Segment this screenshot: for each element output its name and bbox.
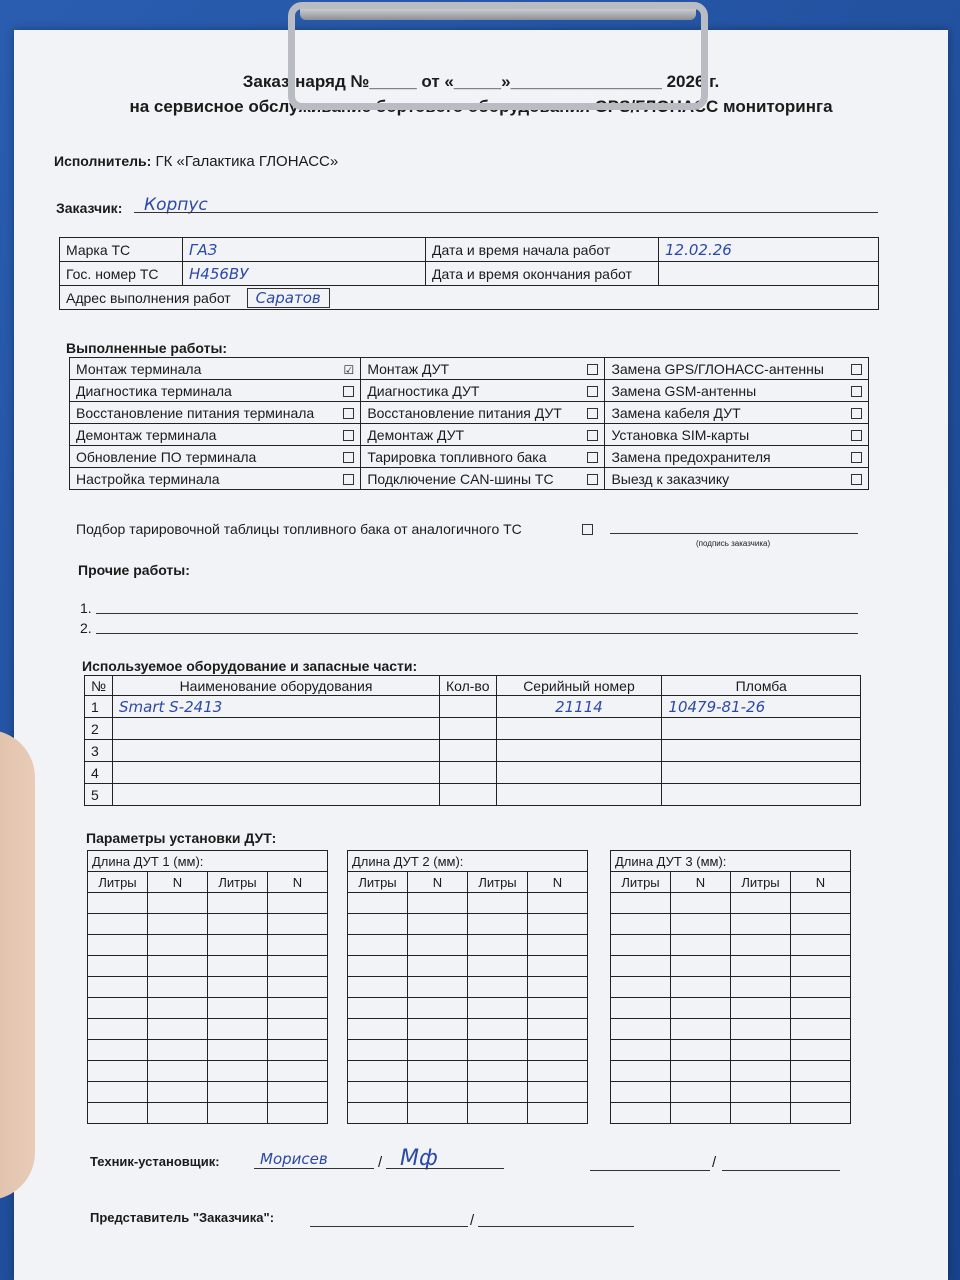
work-label: Тарировка топливного бака — [361, 446, 585, 468]
equipment-cell[interactable]: 21114 — [496, 696, 662, 718]
other-works-title: Прочие работы: — [78, 562, 190, 578]
dut-cell[interactable] — [148, 893, 208, 914]
dut-col-header: N — [408, 872, 468, 893]
dut-cell[interactable] — [208, 1061, 268, 1082]
dut-cell[interactable] — [268, 977, 328, 998]
dut-cell[interactable] — [468, 977, 528, 998]
dut-cell[interactable] — [348, 956, 408, 977]
work-checkbox-cell — [340, 358, 361, 380]
dut-cell[interactable] — [268, 914, 328, 935]
dut-col-header: N — [268, 872, 328, 893]
dut-cell[interactable] — [408, 956, 468, 977]
dut-cell[interactable] — [408, 977, 468, 998]
technician-sign-line — [386, 1168, 504, 1169]
dut-cell[interactable] — [611, 1103, 671, 1124]
dut-cell[interactable] — [791, 893, 851, 914]
dut-cell[interactable] — [348, 1040, 408, 1061]
dut-cell[interactable] — [468, 1019, 528, 1040]
work-label: Диагностика ДУТ — [361, 380, 585, 402]
start-value: 12.02.26 — [659, 238, 879, 262]
work-checkbox-cell — [848, 468, 869, 490]
dut-cell[interactable] — [528, 935, 588, 956]
dut-cell[interactable] — [408, 1082, 468, 1103]
technician-name-line — [254, 1168, 374, 1169]
dut-cell[interactable] — [611, 998, 671, 1019]
dut-cell[interactable] — [791, 1019, 851, 1040]
dut-cell[interactable] — [268, 998, 328, 1019]
dut-cell[interactable] — [611, 977, 671, 998]
work-label: Монтаж ДУТ — [361, 358, 585, 380]
title-line-2: на сервисное обслуживание бортового оборудования GPS/ГЛОНАСС мониторинга — [129, 97, 833, 116]
address-label: Адрес выполнения работ — [66, 289, 231, 306]
equipment-cell[interactable] — [113, 762, 440, 784]
dut-table-3 — [610, 850, 851, 1124]
executor-label: Исполнитель: — [54, 153, 152, 169]
work-label: Подключение CAN-шины ТС — [361, 468, 585, 490]
work-checkbox[interactable] — [851, 474, 862, 485]
dut-cell[interactable] — [208, 914, 268, 935]
equipment-cell[interactable] — [113, 740, 440, 762]
address-cell — [60, 286, 879, 310]
dut-cell[interactable] — [731, 998, 791, 1019]
dut-cell[interactable] — [731, 977, 791, 998]
thumb — [0, 730, 35, 1200]
work-label: Восстановление питания ДУТ — [361, 402, 585, 424]
dut-cell[interactable] — [611, 956, 671, 977]
equipment-cell[interactable] — [439, 696, 496, 718]
dut-cell[interactable] — [791, 1040, 851, 1061]
dut-cell[interactable] — [268, 1103, 328, 1124]
work-checkbox-cell — [340, 402, 361, 424]
dut-cell[interactable] — [148, 1082, 208, 1103]
dut-cell[interactable] — [148, 998, 208, 1019]
dut-cell[interactable] — [611, 1019, 671, 1040]
work-label: Замена GPS/ГЛОНАСС-антенны — [605, 358, 848, 380]
work-checkbox[interactable] — [851, 364, 862, 375]
dut-cell[interactable] — [731, 1040, 791, 1061]
technician-label: Техник-установщик: — [90, 1154, 220, 1169]
dut-cell[interactable] — [208, 956, 268, 977]
work-label: Выезд к заказчику — [605, 468, 848, 490]
dut-cell[interactable] — [528, 914, 588, 935]
equipment-header: Серийный номер — [496, 676, 662, 696]
dut-col-header: Литры — [88, 872, 148, 893]
dut-cell[interactable] — [88, 893, 148, 914]
equipment-cell[interactable] — [439, 762, 496, 784]
dut-cell[interactable] — [671, 1019, 731, 1040]
equipment-title: Используемое оборудование и запасные части: — [82, 658, 418, 674]
rep-line-2 — [478, 1226, 634, 1227]
customer-label: Заказчик: — [56, 200, 123, 216]
dut-cell[interactable] — [208, 1040, 268, 1061]
work-checkbox-cell — [340, 424, 361, 446]
binder-clip[interactable] — [288, 2, 708, 110]
dut-cell[interactable] — [208, 935, 268, 956]
equipment-row — [85, 718, 861, 740]
dut-cell[interactable] — [408, 1061, 468, 1082]
dut-cell[interactable] — [348, 998, 408, 1019]
dut-table-1 — [87, 850, 328, 1124]
dut-col-header: N — [148, 872, 208, 893]
dut-cell[interactable] — [88, 935, 148, 956]
work-checkbox-cell — [340, 380, 361, 402]
dut-cell[interactable] — [671, 893, 731, 914]
dut-cell[interactable] — [468, 956, 528, 977]
dut-table-2 — [347, 850, 588, 1124]
dut-cell[interactable] — [148, 956, 208, 977]
work-label: Восстановление питания терминала — [70, 402, 341, 424]
dut-cell[interactable] — [408, 1103, 468, 1124]
dut-cell[interactable] — [148, 1040, 208, 1061]
work-checkbox[interactable] — [343, 408, 354, 419]
dut-cell[interactable] — [791, 1061, 851, 1082]
brand-label: Марка ТС — [60, 238, 183, 262]
work-label: Настройка терминала — [70, 468, 341, 490]
work-checkbox-cell — [340, 468, 361, 490]
dut-cell[interactable] — [348, 1103, 408, 1124]
work-label: Диагностика терминала — [70, 380, 341, 402]
work-checkbox-cell — [584, 446, 605, 468]
dut-cell[interactable] — [208, 893, 268, 914]
work-checkbox-cell — [584, 380, 605, 402]
dut-cell[interactable] — [208, 977, 268, 998]
dut-cell[interactable] — [791, 1103, 851, 1124]
other-work-2-line[interactable] — [96, 633, 858, 634]
work-checkbox[interactable] — [343, 452, 354, 463]
work-checkbox-cell — [848, 424, 869, 446]
dut-cell[interactable] — [88, 914, 148, 935]
work-checkbox[interactable] — [343, 430, 354, 441]
work-label: Установка SIM-карты — [605, 424, 848, 446]
equipment-header: Пломба — [662, 676, 861, 696]
dut-cell[interactable] — [408, 1019, 468, 1040]
work-label: Демонтаж ДУТ — [361, 424, 585, 446]
work-checkbox-cell — [584, 424, 605, 446]
dut-cell[interactable] — [528, 1061, 588, 1082]
dut-cell[interactable] — [208, 1082, 268, 1103]
dut-cell[interactable] — [611, 1061, 671, 1082]
work-checkbox-cell — [584, 402, 605, 424]
work-checkbox[interactable] — [343, 386, 354, 397]
dut-cell[interactable] — [611, 1082, 671, 1103]
dut-col-header: Литры — [611, 872, 671, 893]
dut-cell[interactable] — [468, 1040, 528, 1061]
technician-signature: Мф — [400, 1146, 438, 1171]
dut-cell[interactable] — [528, 893, 588, 914]
vehicle-table — [59, 237, 879, 310]
technician-slash: / — [378, 1154, 383, 1171]
dut-cell[interactable] — [731, 914, 791, 935]
dut-cell[interactable] — [348, 1082, 408, 1103]
work-checkbox[interactable] — [343, 474, 354, 485]
dut-cell[interactable] — [731, 1061, 791, 1082]
brand-value: ГАЗ — [183, 238, 426, 262]
equipment-cell[interactable] — [113, 784, 440, 806]
equipment-cell: 4 — [85, 762, 113, 784]
dut-cell[interactable] — [88, 956, 148, 977]
equipment-cell: 1 — [85, 696, 113, 718]
equipment-header: Наименование оборудования — [113, 676, 440, 696]
equipment-cell[interactable] — [496, 784, 662, 806]
dut-col-header: Литры — [468, 872, 528, 893]
equipment-cell[interactable] — [113, 718, 440, 740]
dut-cell[interactable] — [348, 1019, 408, 1040]
equipment-cell[interactable] — [662, 762, 861, 784]
dut-cell[interactable] — [468, 1082, 528, 1103]
dut-group-title: Длина ДУТ 2 (мм): — [348, 851, 588, 872]
dut-cell[interactable] — [88, 998, 148, 1019]
dut-cell[interactable] — [348, 1061, 408, 1082]
dut-cell[interactable] — [611, 935, 671, 956]
equipment-row — [85, 696, 861, 718]
dut-cell[interactable] — [408, 935, 468, 956]
dut-cell[interactable] — [528, 998, 588, 1019]
dut-cell[interactable] — [148, 1061, 208, 1082]
work-label: Демонтаж терминала — [70, 424, 341, 446]
work-order-sheet — [14, 30, 948, 1280]
dut-cell[interactable] — [671, 1040, 731, 1061]
dut-cell[interactable] — [88, 1082, 148, 1103]
end-label: Дата и время окончания работ — [426, 262, 659, 286]
second-technician-slash: / — [712, 1154, 717, 1171]
dut-cell[interactable] — [88, 1103, 148, 1124]
dut-cell[interactable] — [408, 1040, 468, 1061]
dut-cell[interactable] — [791, 998, 851, 1019]
equipment-cell[interactable]: 10479-81-26 — [662, 696, 861, 718]
equipment-table — [84, 675, 861, 806]
dut-cell[interactable] — [268, 893, 328, 914]
dut-cell[interactable] — [268, 935, 328, 956]
work-checkbox-cell — [848, 358, 869, 380]
dut-col-header: N — [528, 872, 588, 893]
work-checkbox-checked[interactable]: ☑ — [343, 362, 355, 377]
dut-col-header: Литры — [731, 872, 791, 893]
dut-cell[interactable] — [731, 1019, 791, 1040]
dut-cell[interactable] — [731, 1082, 791, 1103]
equipment-cell[interactable] — [662, 784, 861, 806]
dut-cell[interactable] — [348, 914, 408, 935]
equipment-row — [85, 762, 861, 784]
dut-cell[interactable] — [671, 1061, 731, 1082]
work-checkbox[interactable] — [587, 364, 598, 375]
dut-cell[interactable] — [791, 956, 851, 977]
dut-col-header: N — [671, 872, 731, 893]
dut-cell[interactable] — [348, 935, 408, 956]
dut-group-title: Длина ДУТ 3 (мм): — [611, 851, 851, 872]
work-label: Замена GSM-антенны — [605, 380, 848, 402]
dut-cell[interactable] — [528, 1082, 588, 1103]
equipment-cell[interactable] — [496, 740, 662, 762]
dut-cell[interactable] — [88, 1061, 148, 1082]
dut-cell[interactable] — [468, 935, 528, 956]
customer-rep-label: Представитель "Заказчика": — [90, 1210, 275, 1225]
dut-cell[interactable] — [671, 977, 731, 998]
dut-cell[interactable] — [268, 1040, 328, 1061]
dut-cell[interactable] — [268, 956, 328, 977]
work-checkbox-cell — [584, 358, 605, 380]
executor-value: ГК «Галактика ГЛОНАСС» — [155, 153, 339, 170]
work-checkbox[interactable] — [587, 430, 598, 441]
dut-cell[interactable] — [148, 914, 208, 935]
work-checkbox[interactable] — [587, 386, 598, 397]
other-work-1-label: 1. — [80, 600, 92, 616]
work-label: Замена предохранителя — [605, 446, 848, 468]
dut-cell[interactable] — [148, 1019, 208, 1040]
end-value — [659, 262, 879, 286]
work-checkbox-cell — [848, 402, 869, 424]
dut-cell[interactable] — [468, 1061, 528, 1082]
work-checkbox[interactable] — [851, 386, 862, 397]
dut-cell[interactable] — [268, 1061, 328, 1082]
dut-cell[interactable] — [208, 1103, 268, 1124]
executor-row — [54, 153, 338, 170]
work-checkbox-cell — [848, 446, 869, 468]
work-checkbox-cell — [848, 380, 869, 402]
dut-cell[interactable] — [671, 1082, 731, 1103]
dut-cell[interactable] — [148, 935, 208, 956]
equipment-cell[interactable] — [496, 762, 662, 784]
other-work-2-label: 2. — [80, 620, 92, 636]
work-label: Монтаж терминала — [70, 358, 341, 380]
dut-cell[interactable] — [268, 1019, 328, 1040]
work-label: Замена кабеля ДУТ — [605, 402, 848, 424]
dut-cell[interactable] — [88, 977, 148, 998]
dut-cell[interactable] — [88, 1019, 148, 1040]
dut-col-header: N — [791, 872, 851, 893]
work-label: Обновление ПО терминала — [70, 446, 341, 468]
work-checkbox[interactable] — [587, 452, 598, 463]
dut-cell[interactable] — [348, 893, 408, 914]
dut-title: Параметры установки ДУТ: — [86, 830, 277, 846]
works-table — [69, 357, 869, 490]
dut-cell[interactable] — [468, 914, 528, 935]
dut-cell[interactable] — [408, 893, 468, 914]
dut-col-header: Литры — [208, 872, 268, 893]
dut-cell[interactable] — [268, 1082, 328, 1103]
dut-cell[interactable] — [408, 914, 468, 935]
dut-cell[interactable] — [731, 1103, 791, 1124]
dut-cell[interactable] — [611, 914, 671, 935]
dut-cell[interactable] — [208, 1019, 268, 1040]
works-title: Выполненные работы: — [66, 340, 228, 356]
work-checkbox[interactable] — [851, 430, 862, 441]
equipment-row — [85, 740, 861, 762]
dut-cell[interactable] — [528, 1040, 588, 1061]
customer-signature-line — [610, 533, 858, 534]
address-value: Саратов — [247, 288, 330, 308]
equipment-cell[interactable]: Smart S-2413 — [113, 696, 440, 718]
equipment-cell[interactable] — [662, 718, 861, 740]
dut-cell[interactable] — [408, 998, 468, 1019]
dut-cell[interactable] — [468, 1103, 528, 1124]
dut-cell[interactable] — [671, 998, 731, 1019]
dut-cell[interactable] — [148, 1103, 208, 1124]
second-technician-line-2 — [722, 1170, 840, 1171]
calibration-checkbox[interactable] — [582, 524, 593, 535]
dut-cell[interactable] — [528, 977, 588, 998]
dut-cell[interactable] — [791, 914, 851, 935]
work-checkbox[interactable] — [587, 408, 598, 419]
dut-cell[interactable] — [528, 1103, 588, 1124]
equipment-cell[interactable] — [662, 740, 861, 762]
dut-cell[interactable] — [611, 893, 671, 914]
dut-cell[interactable] — [208, 998, 268, 1019]
dut-cell[interactable] — [528, 956, 588, 977]
equipment-header: № — [85, 676, 113, 696]
work-checkbox-cell — [340, 446, 361, 468]
start-label: Дата и время начала работ — [426, 238, 659, 262]
second-technician-line-1 — [590, 1170, 710, 1171]
equipment-cell[interactable] — [496, 718, 662, 740]
dut-cell[interactable] — [148, 977, 208, 998]
dut-cell[interactable] — [791, 935, 851, 956]
dut-cell[interactable] — [468, 893, 528, 914]
calibration-text: Подбор тарировочной таблицы топливного бака от аналогичного ТС — [76, 521, 522, 537]
dut-group-title: Длина ДУТ 1 (мм): — [88, 851, 328, 872]
title-line-1: Заказ-наряд №_____ от «_____»________________ 2026 г. — [242, 72, 720, 91]
equipment-header: Кол-во — [439, 676, 496, 696]
customer-underline — [134, 212, 878, 213]
work-checkbox[interactable] — [587, 474, 598, 485]
dut-cell[interactable] — [671, 1103, 731, 1124]
dut-cell[interactable] — [731, 935, 791, 956]
dut-cell[interactable] — [791, 1082, 851, 1103]
dut-cell[interactable] — [528, 1019, 588, 1040]
rep-slash: / — [470, 1212, 475, 1229]
work-checkbox[interactable] — [851, 452, 862, 463]
equipment-cell[interactable] — [439, 784, 496, 806]
work-checkbox-cell — [584, 468, 605, 490]
signature-caption: (подпись заказчика) — [696, 539, 771, 548]
dut-cell[interactable] — [348, 977, 408, 998]
dut-col-header: Литры — [348, 872, 408, 893]
rep-line-1 — [310, 1226, 468, 1227]
dut-cell[interactable] — [671, 914, 731, 935]
dut-cell[interactable] — [731, 893, 791, 914]
customer-value: Корпус — [144, 195, 208, 215]
dut-cell[interactable] — [791, 977, 851, 998]
equipment-cell: 2 — [85, 718, 113, 740]
plate-label: Гос. номер ТС — [60, 262, 183, 286]
dut-cell[interactable] — [731, 956, 791, 977]
equipment-row — [85, 784, 861, 806]
plate-value: Н456ВУ — [183, 262, 426, 286]
dut-cell[interactable] — [88, 1040, 148, 1061]
work-checkbox[interactable] — [851, 408, 862, 419]
equipment-cell: 5 — [85, 784, 113, 806]
equipment-cell: 3 — [85, 740, 113, 762]
dut-cell[interactable] — [671, 935, 731, 956]
other-work-1-line[interactable] — [96, 613, 858, 614]
dut-cell[interactable] — [468, 998, 528, 1019]
technician-name: Морисев — [260, 1150, 328, 1168]
equipment-cell[interactable] — [439, 718, 496, 740]
dut-cell[interactable] — [611, 1040, 671, 1061]
equipment-cell[interactable] — [439, 740, 496, 762]
dut-cell[interactable] — [671, 956, 731, 977]
